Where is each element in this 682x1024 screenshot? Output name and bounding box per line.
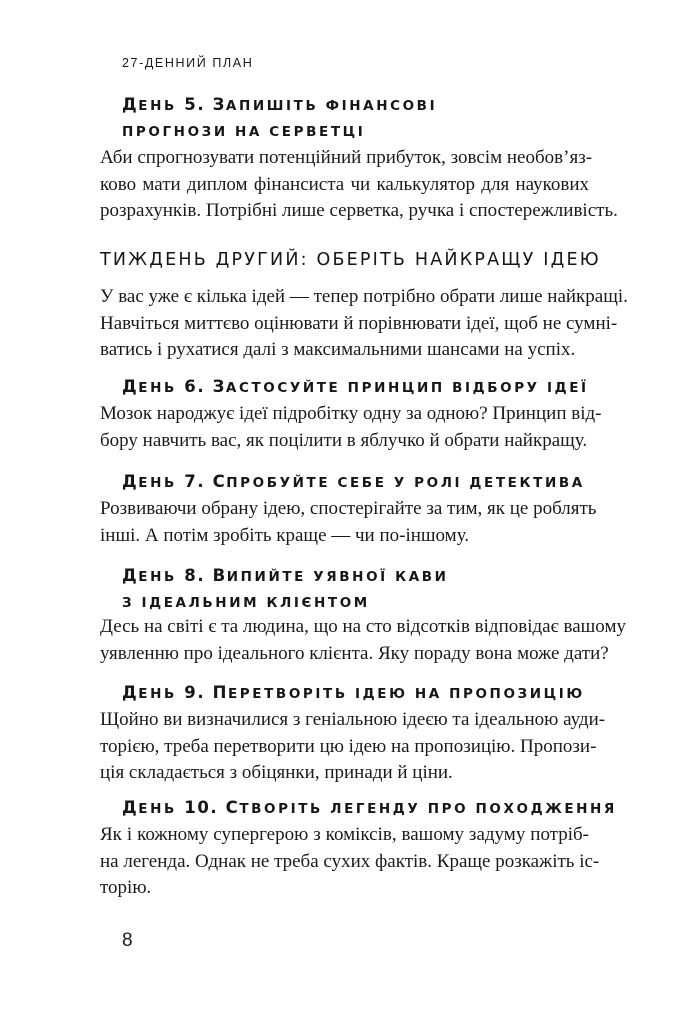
body-line: Щойно ви визначилися з геніальною ідеєю та ідеальною ауди- (100, 709, 606, 730)
week-2-body (100, 284, 628, 364)
day-7-body (100, 496, 597, 549)
day-10-body (100, 822, 600, 902)
day-9-heading (122, 680, 585, 707)
body-line: уявленню про ідеального клієнта. Яку пораду вона може дати? (100, 642, 609, 664)
day-8-heading (122, 563, 449, 616)
day-8-heading-line-2: З ІДЕАЛЬНИМ КЛІЄНТОМ (122, 595, 370, 611)
week-2-heading: ТИЖДЕНЬ ДРУГИЙ: ОБЕРІТЬ НАЙКРАЩУ ІДЕЮ (100, 250, 601, 270)
body-line: ково мати диплом фінансиста чи калькулятор для наукових (100, 173, 589, 195)
body-line: Розвиваючи обрану ідею, спостерігайте за тим, як це роблять (100, 498, 597, 519)
page-number: 8 (122, 930, 133, 951)
body-line: розрахунків. Потрібні лише серветка, ручка і спостережливість. (100, 200, 618, 221)
day-6-heading (122, 374, 589, 401)
body-line: Як і кожному супергерою з коміксів, вашому задуму потріб- (100, 824, 589, 845)
day-9-heading-line-1: ДЕНЬ 9. ПЕРЕТВОРІТЬ ІДЕЮ НА ПРОПОЗИЦІЮ (122, 683, 585, 702)
day-6-heading-line-1: ДЕНЬ 6. ЗАСТОСУЙТЕ ПРИНЦИП ВІДБОРУ ІДЕЇ (122, 377, 589, 396)
body-line: ватись і рухатися далі з максимальними шансами на успіх. (100, 339, 576, 360)
body-line: Десь на світі є та людина, що на сто відсотків відповідає вашому (100, 616, 626, 637)
day-8-heading-line-1: ДЕНЬ 8. ВИПИЙТЕ УЯВНОЇ КАВИ (122, 566, 449, 585)
day-10-heading-line-1: ДЕНЬ 10. СТВОРІТЬ ЛЕГЕНДУ ПРО ПОХОДЖЕННЯ (122, 798, 617, 817)
body-line: Мозок народжує ідеї підробітку одну за одною? Принцип від- (100, 403, 602, 424)
day-5-heading (122, 92, 437, 145)
day-5-heading-line-1: ДЕНЬ 5. ЗАПИШІТЬ ФІНАНСОВІ (122, 95, 438, 114)
day-9-body (100, 707, 606, 787)
day-7-heading-line-1: ДЕНЬ 7. СПРОБУЙТЕ СЕБЕ У РОЛІ ДЕТЕКТИВА (122, 472, 585, 491)
day-5-heading-line-2: ПРОГНОЗИ НА СЕРВЕТЦІ (122, 124, 366, 140)
body-line: бору навчить вас, як поцілити в яблучко й обрати найкращу. (100, 429, 588, 451)
body-line: на легенда. Однак не треба сухих фактів. Краще розкажіть іс- (100, 850, 600, 872)
body-line: торією, треба перетворити цю ідею на пропозицію. Пропози- (100, 735, 597, 757)
body-line: Навчіться миттєво оцінювати й порівнювати ідеї, щоб не сумні- (100, 312, 618, 334)
body-line: торію. (100, 877, 152, 898)
day-6-body (100, 401, 602, 454)
day-7-heading (122, 469, 585, 496)
day-10-heading (122, 795, 617, 822)
body-line: У вас уже є кілька ідей — тепер потрібно обрати лише найкращі. (100, 286, 628, 307)
day-8-body (100, 614, 626, 667)
day-5-body (100, 145, 618, 225)
running-head: 27-ДЕННИЙ ПЛАН (122, 56, 254, 70)
body-line: інші. А потім зробіть краще — чи по-іншому. (100, 524, 470, 546)
body-line: Аби спрогнозувати потенційний прибуток, зовсім необов’яз- (100, 147, 593, 168)
body-line: ція складається з обіцянки, принади й ціни. (100, 762, 453, 783)
